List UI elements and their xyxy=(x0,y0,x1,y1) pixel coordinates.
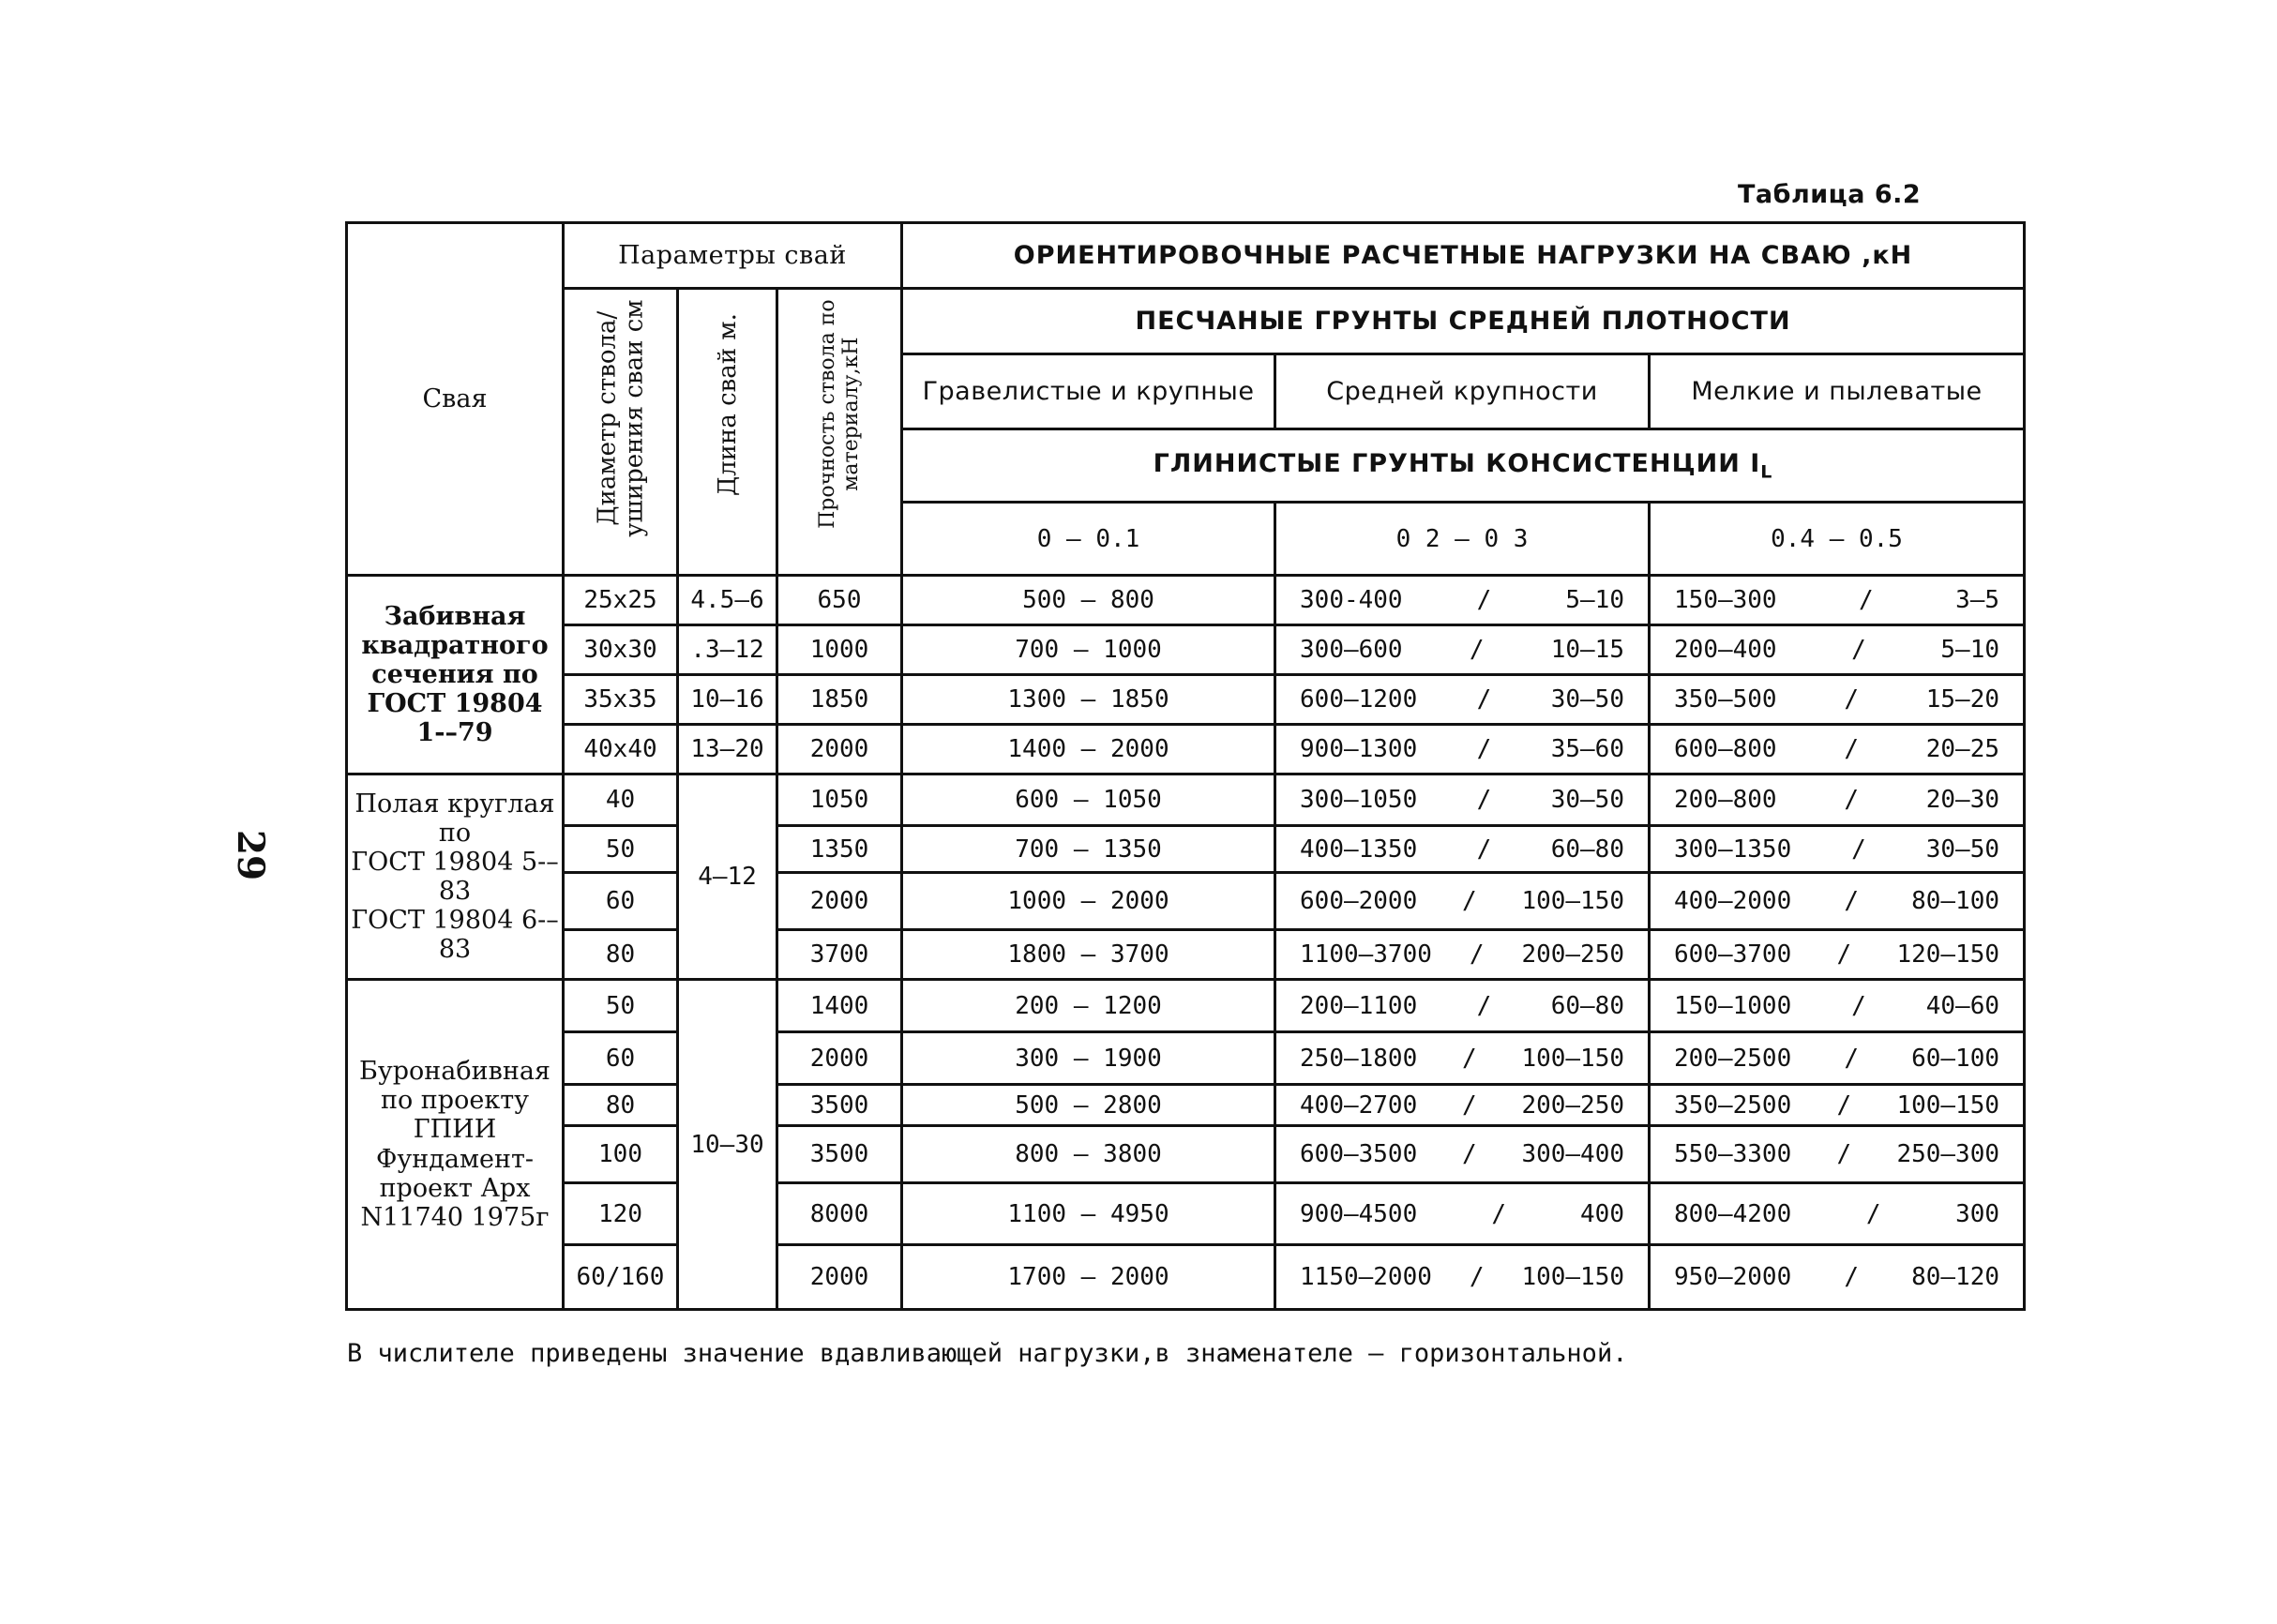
table-row xyxy=(347,1032,2025,1085)
table-row xyxy=(347,1126,2025,1183)
group-bored: Буронабивная по проекту ГПИИ Фундамент-проект Арх N11740 1975г xyxy=(347,980,564,1310)
cell-length: 10–16 xyxy=(678,675,777,725)
header-pile: Свая xyxy=(347,223,564,576)
cell-medium: 200–1100 / 60–80 xyxy=(1275,980,1650,1032)
cell-strength: 2000 xyxy=(777,1032,902,1085)
cell-strength: 1850 xyxy=(777,675,902,725)
cell-diameter: 50 xyxy=(564,826,678,873)
table-row xyxy=(347,1245,2025,1310)
cell-strength: 3700 xyxy=(777,930,902,980)
page-number: 29 xyxy=(229,829,272,881)
cell-length-merged: 10–30 xyxy=(678,980,777,1310)
cell-diameter: 120 xyxy=(564,1183,678,1245)
cell-medium: 250–1800 / 100–150 xyxy=(1275,1032,1650,1085)
header-gravel: Гравелистые и крупные xyxy=(902,354,1275,429)
cell-strength: 650 xyxy=(777,576,902,625)
header-fine: Мелкие и пылеватые xyxy=(1650,354,2025,429)
header-length: Длина свай м. xyxy=(678,289,777,576)
cell-diameter: 60 xyxy=(564,873,678,930)
header-diameter: Диаметр ствола/уширения сваи см xyxy=(564,289,678,576)
cell-fine: 200–800 / 20–30 xyxy=(1650,774,2025,826)
cell-gravel: 700 – 1350 xyxy=(902,826,1275,873)
table-row xyxy=(347,675,2025,725)
cell-gravel: 600 – 1050 xyxy=(902,774,1275,826)
table-footnote: В числителе приведены значение вдавливающей нагрузки,в знаменателе – горизонтальной. xyxy=(347,1339,1628,1368)
cell-gravel: 800 – 3800 xyxy=(902,1126,1275,1183)
table-row xyxy=(347,625,2025,675)
header-strength: Прочность ствола по материалу,кН xyxy=(777,289,902,576)
cell-medium: 400–1350 / 60–80 xyxy=(1275,826,1650,873)
table-row xyxy=(347,774,2025,826)
cell-fine: 550–3300 / 250–300 xyxy=(1650,1126,2025,1183)
cell-diameter: 80 xyxy=(564,1085,678,1126)
header-range-3: 0.4 – 0.5 xyxy=(1650,503,2025,576)
cell-diameter: 50 xyxy=(564,980,678,1032)
cell-fine: 800–4200 / 300 xyxy=(1650,1183,2025,1245)
cell-fine: 600–800 / 20–25 xyxy=(1650,725,2025,774)
cell-length: 13–20 xyxy=(678,725,777,774)
header-loads-title: ОРИЕНТИРОВОЧНЫЕ РАСЧЕТНЫЕ НАГРУЗКИ НА СВАЮ ,кН xyxy=(902,223,2025,289)
cell-strength: 1350 xyxy=(777,826,902,873)
cell-medium: 600–2000 / 100–150 xyxy=(1275,873,1650,930)
cell-fine: 150–1000 / 40–60 xyxy=(1650,980,2025,1032)
cell-medium: 300–600 / 10–15 xyxy=(1275,625,1650,675)
cell-diameter: 40 xyxy=(564,774,678,826)
group-driven: Забивная квадратного сечения по ГОСТ 19804 1-–79 xyxy=(347,576,564,774)
cell-medium: 1100–3700 / 200–250 xyxy=(1275,930,1650,980)
cell-medium: 300-400 / 5–10 xyxy=(1275,576,1650,625)
table-row xyxy=(347,930,2025,980)
cell-gravel: 1800 – 3700 xyxy=(902,930,1275,980)
table-row xyxy=(347,873,2025,930)
cell-medium: 300–1050 / 30–50 xyxy=(1275,774,1650,826)
cell-length: 4.5–6 xyxy=(678,576,777,625)
cell-medium: 900–1300 / 35–60 xyxy=(1275,725,1650,774)
cell-gravel: 1300 – 1850 xyxy=(902,675,1275,725)
cell-diameter: 25x25 xyxy=(564,576,678,625)
table-row xyxy=(347,725,2025,774)
cell-medium: 1150–2000 / 100–150 xyxy=(1275,1245,1650,1310)
header-params: Параметры свай xyxy=(564,223,902,289)
cell-diameter: 80 xyxy=(564,930,678,980)
cell-medium: 600–3500 / 300–400 xyxy=(1275,1126,1650,1183)
cell-fine: 950–2000 / 80–120 xyxy=(1650,1245,2025,1310)
cell-fine: 400–2000 / 80–100 xyxy=(1650,873,2025,930)
cell-diameter: 30x30 xyxy=(564,625,678,675)
cell-gravel: 500 – 800 xyxy=(902,576,1275,625)
cell-medium: 400–2700 / 200–250 xyxy=(1275,1085,1650,1126)
cell-diameter: 40x40 xyxy=(564,725,678,774)
cell-length-merged: 4–12 xyxy=(678,774,777,980)
cell-fine: 300–1350 / 30–50 xyxy=(1650,826,2025,873)
cell-strength: 1000 xyxy=(777,625,902,675)
pile-load-table xyxy=(345,221,2026,1311)
cell-strength: 2000 xyxy=(777,873,902,930)
cell-gravel: 300 – 1900 xyxy=(902,1032,1275,1085)
table-row xyxy=(347,1085,2025,1126)
cell-medium: 600–1200 / 30–50 xyxy=(1275,675,1650,725)
table-row xyxy=(347,980,2025,1032)
table-row xyxy=(347,1183,2025,1245)
cell-fine: 200–400 / 5–10 xyxy=(1650,625,2025,675)
cell-fine: 150–300 / 3–5 xyxy=(1650,576,2025,625)
table-row xyxy=(347,576,2025,625)
cell-gravel: 1400 – 2000 xyxy=(902,725,1275,774)
cell-strength: 8000 xyxy=(777,1183,902,1245)
cell-medium: 900–4500 / 400 xyxy=(1275,1183,1650,1245)
cell-gravel: 700 – 1000 xyxy=(902,625,1275,675)
cell-fine: 350–2500 / 100–150 xyxy=(1650,1085,2025,1126)
cell-fine: 600–3700 / 120–150 xyxy=(1650,930,2025,980)
header-range-2: 0 2 – 0 3 xyxy=(1275,503,1650,576)
header-sandy: ПЕСЧАНЫЕ ГРУНТЫ СРЕДНЕЙ ПЛОТНОСТИ xyxy=(902,289,2025,354)
cell-diameter: 60/160 xyxy=(564,1245,678,1310)
cell-fine: 350–500 / 15–20 xyxy=(1650,675,2025,725)
header-clay: ГЛИНИСТЫЕ ГРУНТЫ КОНСИСТЕНЦИИ $I_L$ xyxy=(902,429,2025,503)
cell-gravel: 500 – 2800 xyxy=(902,1085,1275,1126)
cell-gravel: 200 – 1200 xyxy=(902,980,1275,1032)
cell-length: .3–12 xyxy=(678,625,777,675)
group-hollow: Полая круглая по ГОСТ 19804 5-–83 ГОСТ 19804 6-–83 xyxy=(347,774,564,980)
cell-diameter: 100 xyxy=(564,1126,678,1183)
header-range-1: 0 – 0.1 xyxy=(902,503,1275,576)
cell-gravel: 1700 – 2000 xyxy=(902,1245,1275,1310)
header-medium: Средней крупности xyxy=(1275,354,1650,429)
cell-strength: 2000 xyxy=(777,1245,902,1310)
cell-strength: 2000 xyxy=(777,725,902,774)
cell-strength: 3500 xyxy=(777,1126,902,1183)
cell-strength: 3500 xyxy=(777,1085,902,1126)
cell-fine: 200–2500 / 60–100 xyxy=(1650,1032,2025,1085)
table-row xyxy=(347,826,2025,873)
cell-gravel: 1000 – 2000 xyxy=(902,873,1275,930)
cell-diameter: 60 xyxy=(564,1032,678,1085)
cell-strength: 1050 xyxy=(777,774,902,826)
cell-strength: 1400 xyxy=(777,980,902,1032)
table-caption: Таблица 6.2 xyxy=(1738,180,1922,209)
cell-gravel: 1100 – 4950 xyxy=(902,1183,1275,1245)
cell-diameter: 35x35 xyxy=(564,675,678,725)
